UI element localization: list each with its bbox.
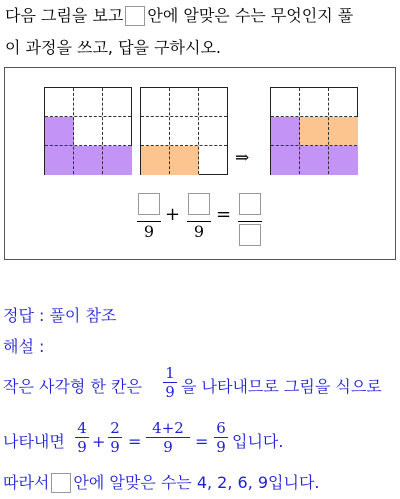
fraction-1	[137, 193, 161, 241]
fraction-denominator: 9	[77, 438, 87, 456]
shaded-cell	[300, 117, 329, 146]
blank-box-icon	[239, 224, 261, 246]
question-text-post: 안에 알맞은 수는 무엇인지 풀	[147, 6, 354, 25]
shaded-cell	[103, 146, 132, 175]
explanation-line-3	[3, 473, 320, 493]
shaded-cell	[271, 117, 300, 146]
fraction-f2	[108, 419, 122, 456]
answer-label: 정답 : 풀이 참조	[3, 306, 117, 325]
fraction-1-denominator: 9	[143, 222, 155, 241]
equals-sign: =	[195, 432, 209, 451]
shaded-cell	[300, 146, 329, 175]
fraction-f4	[214, 419, 228, 456]
explanation-line-2-post: 입니다.	[232, 432, 284, 451]
fraction-2-denominator: 9	[193, 222, 205, 241]
shaded-cell	[74, 146, 103, 175]
fraction-2	[187, 193, 211, 241]
shaded-cell	[45, 117, 74, 146]
shaded-cell	[329, 146, 358, 175]
shaded-cell	[170, 146, 199, 175]
fraction-numerator: 6	[216, 419, 226, 437]
shaded-cell	[271, 146, 300, 175]
fraction-numerator: 4+2	[152, 419, 184, 437]
plus-sign: +	[92, 432, 106, 451]
explanation-line-1-pre: 작은 사각형 한 칸은	[3, 377, 142, 396]
fraction-numerator: 4	[77, 419, 87, 437]
fraction-f3	[146, 419, 190, 456]
fraction-3	[238, 193, 262, 250]
blank-box-icon	[239, 193, 261, 215]
question-text-pre: 다음 그림을 보고	[5, 6, 124, 25]
explanation-line-1-post: 을 나타내므로 그림을 식으로	[181, 377, 382, 396]
shaded-cell	[45, 146, 74, 175]
grid-middle	[140, 87, 228, 175]
blank-box-icon	[138, 193, 160, 215]
shaded-cell	[329, 117, 358, 146]
explanation-line-2-pre: 나타내면	[3, 432, 65, 451]
fraction-denominator: 9	[165, 383, 175, 401]
grid-right	[270, 87, 358, 175]
fraction-denominator: 9	[163, 438, 173, 456]
fraction-denominator: 9	[216, 438, 226, 456]
fraction-f1	[75, 419, 89, 456]
figure-panel	[4, 67, 396, 260]
grid-left	[44, 87, 132, 175]
fraction-numerator: 1	[165, 364, 175, 382]
equals-sign: =	[128, 432, 142, 451]
fraction-denominator: 9	[110, 438, 120, 456]
blank-box-icon	[188, 193, 210, 215]
blank-box-icon	[51, 473, 71, 493]
blank-box-icon	[125, 6, 145, 26]
plus-sign: +	[165, 204, 181, 225]
fraction-numerator: 2	[110, 419, 120, 437]
explanation-label: 해설 :	[3, 337, 45, 356]
question-text-line-2: 이 과정을 쓰고, 답을 구하시오.	[5, 38, 221, 57]
arrow-icon: ⇒	[235, 148, 250, 168]
equals-sign: =	[216, 204, 232, 225]
fraction-one-ninth	[163, 364, 177, 401]
shaded-cell	[141, 146, 170, 175]
explanation-line-3-post: 안에 알맞은 수는 4, 2, 6, 9입니다.	[73, 473, 320, 492]
explanation-line-3-pre: 따라서	[3, 473, 50, 492]
question-line-1	[5, 6, 353, 26]
